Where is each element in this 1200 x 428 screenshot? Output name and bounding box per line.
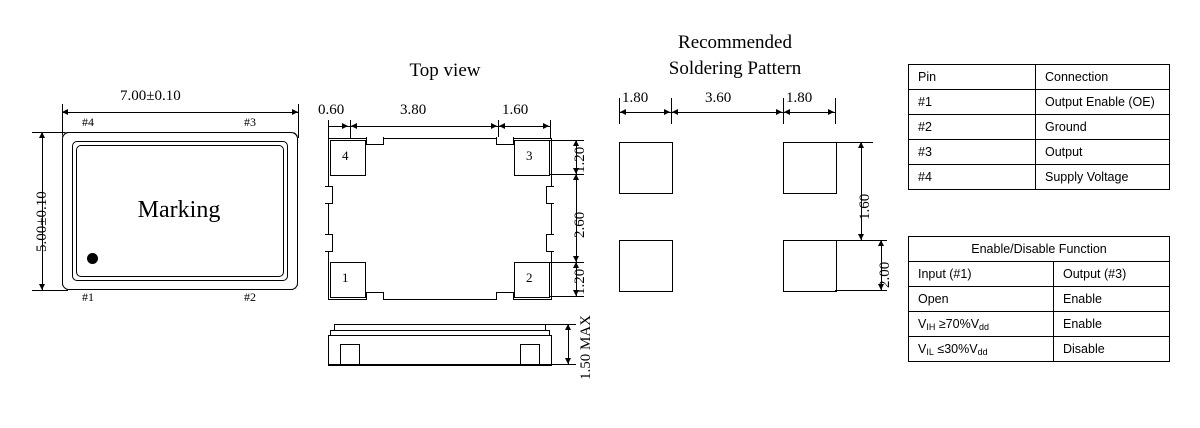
top-view-notch-bottom-right	[496, 292, 514, 300]
package-outline-view	[34, 88, 320, 310]
pkg-width-dim-line	[62, 112, 298, 113]
enable-table-input-vih: VIH ≥70%Vdd	[909, 312, 1054, 337]
pin-table-connection-2: Ground	[1036, 115, 1170, 140]
sp-v-ext-3	[835, 290, 887, 291]
enable-table-input-open: Open	[909, 287, 1054, 312]
pkg-height-ext-bottom	[32, 290, 68, 291]
sp-arrow-5	[784, 109, 790, 115]
side-view-drawing	[320, 314, 594, 382]
solder-pad-bottom-right	[783, 240, 837, 292]
sv-ext-top	[544, 324, 576, 325]
enable-table-title: Enable/Disable Function	[909, 237, 1170, 262]
sp-arrow-3	[672, 109, 678, 115]
pkg-height-ext-top	[32, 132, 68, 133]
enable-disable-table	[908, 236, 1170, 362]
pin-table-connection-4: Supply Voltage	[1036, 165, 1170, 190]
sv-arrow-bottom	[565, 358, 571, 364]
solder-pad-top-left	[619, 142, 673, 194]
sp-dim-v-top-text: 1.60	[857, 193, 873, 220]
enable-table-output-vih: Enable	[1054, 312, 1170, 337]
sp-dim-center-line	[671, 112, 783, 113]
pkg-height-arrow-top	[39, 132, 45, 138]
enable-table-output-vil: Disable	[1054, 337, 1170, 362]
tv-dim-center-arrow-r	[491, 123, 497, 129]
tv-dim-center-arrow-l	[351, 123, 357, 129]
sp-dim-v-total-text: 2.00	[877, 261, 893, 288]
side-view-terminal-left	[340, 344, 360, 366]
table-row	[909, 165, 1170, 190]
sp-v-arrow-3	[878, 240, 884, 246]
pkg-width-dim-text: 7.00±0.10	[120, 88, 181, 104]
soldering-pattern-title-line2: Soldering Pattern	[668, 58, 802, 79]
tv-dim-left-arrow	[342, 123, 348, 129]
package-pin-label-4: #4	[82, 115, 94, 129]
table-row	[909, 287, 1170, 312]
pkg-width-ext-right	[298, 104, 299, 138]
top-view-pad-2-label: 2	[526, 270, 533, 285]
top-view-notch-left-upper	[325, 186, 333, 204]
enable-table-input-vil: VIL ≤30%Vdd	[909, 337, 1054, 362]
enable-table-output-open: Enable	[1054, 287, 1170, 312]
table-row-title	[909, 237, 1170, 262]
table-row	[909, 115, 1170, 140]
table-row	[909, 140, 1170, 165]
tv-dim-right-text: 1.60	[502, 102, 529, 118]
package-pin-label-2: #2	[244, 290, 256, 304]
solder-pad-top-right	[783, 142, 837, 194]
table-row	[909, 90, 1170, 115]
sp-v-arrow-2	[858, 234, 864, 240]
enable-table-header-input: Input (#1)	[909, 262, 1054, 287]
sp-arrow-1	[620, 109, 626, 115]
top-view-title: Top view	[409, 60, 481, 81]
table-row-header	[909, 262, 1170, 287]
sp-v-dim-1-line	[861, 142, 862, 240]
tv-v-ext-4	[550, 296, 584, 297]
package-marking-label: Marking	[137, 197, 221, 223]
soldering-pattern-title-line1: Recommended	[678, 32, 792, 53]
sp-arrow-6	[828, 109, 834, 115]
side-view-base-line	[328, 364, 550, 365]
tv-dim-left-text: 0.60	[318, 102, 345, 118]
top-view-notch-left-lower	[325, 234, 333, 252]
tv-v-arrow-1	[573, 140, 579, 146]
top-view-notch-right-upper	[546, 186, 554, 204]
pin1-marker-dot	[87, 253, 98, 264]
sp-dim-center-text: 3.60	[705, 90, 732, 106]
enable-table-header-output: Output (#3)	[1054, 262, 1170, 287]
top-view-notch-top-left	[366, 137, 384, 145]
side-view-base	[328, 335, 552, 366]
tv-v-dim-mid-text: 2.60	[572, 211, 588, 238]
top-view-notch-right-lower	[546, 234, 554, 252]
pin-table-header-connection: Connection	[1036, 65, 1170, 90]
pin-table-connection-1: Output Enable (OE)	[1036, 90, 1170, 115]
side-view-terminal-right	[520, 344, 540, 366]
top-view-notch-top-right	[496, 137, 514, 145]
sp-v-ext-1	[835, 142, 873, 143]
top-view-notch-bottom-left	[366, 292, 384, 300]
pin-table-pin-1: #1	[909, 90, 1036, 115]
pkg-width-arrow-right	[292, 109, 298, 115]
pin-table-header-pin: Pin	[909, 65, 1036, 90]
tv-dim-center-text: 3.80	[400, 102, 427, 118]
sp-arrow-4	[776, 109, 782, 115]
top-view-pad-4-label: 4	[342, 148, 349, 163]
sv-ext-bottom	[544, 364, 576, 365]
pin-table-connection-3: Output	[1036, 140, 1170, 165]
side-view-height-text: 1.50 MAX	[578, 314, 594, 380]
pin-table-pin-2: #2	[909, 115, 1036, 140]
pkg-width-arrow-left	[62, 109, 68, 115]
sp-ext-4	[835, 98, 836, 124]
sp-dim-right-text: 1.80	[786, 90, 813, 106]
sp-arrow-2	[664, 109, 670, 115]
pin-table-pin-4: #4	[909, 165, 1036, 190]
pin-table-pin-3: #3	[909, 140, 1036, 165]
table-row	[909, 312, 1170, 337]
soldering-pattern-drawing	[605, 90, 893, 292]
table-row-header	[909, 65, 1170, 90]
tv-v-arrow-3	[573, 174, 579, 180]
tv-v-arrow-5	[573, 262, 579, 268]
tv-dim-right-arrow-r	[543, 123, 549, 129]
tv-v-dim-bottom-text: 1.20	[572, 268, 588, 295]
sv-arrow-top	[565, 324, 571, 330]
solder-pad-bottom-left	[619, 240, 673, 292]
pkg-height-dim-text: 5.00±0.10	[34, 191, 50, 252]
package-pin-label-3: #3	[244, 115, 256, 129]
top-view-pad-3-label: 3	[526, 148, 533, 163]
sp-dim-left-text: 1.80	[622, 90, 649, 106]
sp-v-arrow-1	[858, 142, 864, 148]
tv-v-dim-top-text: 1.20	[572, 146, 588, 173]
table-row	[909, 337, 1170, 362]
top-view-pad-1-label: 1	[342, 270, 349, 285]
top-view-drawing	[318, 100, 588, 300]
tv-dim-right-arrow-l	[499, 123, 505, 129]
tv-dim-center-line	[350, 126, 498, 127]
package-pin-label-1: #1	[82, 290, 94, 304]
pkg-height-arrow-bottom	[39, 284, 45, 290]
pin-connection-table	[908, 64, 1170, 190]
